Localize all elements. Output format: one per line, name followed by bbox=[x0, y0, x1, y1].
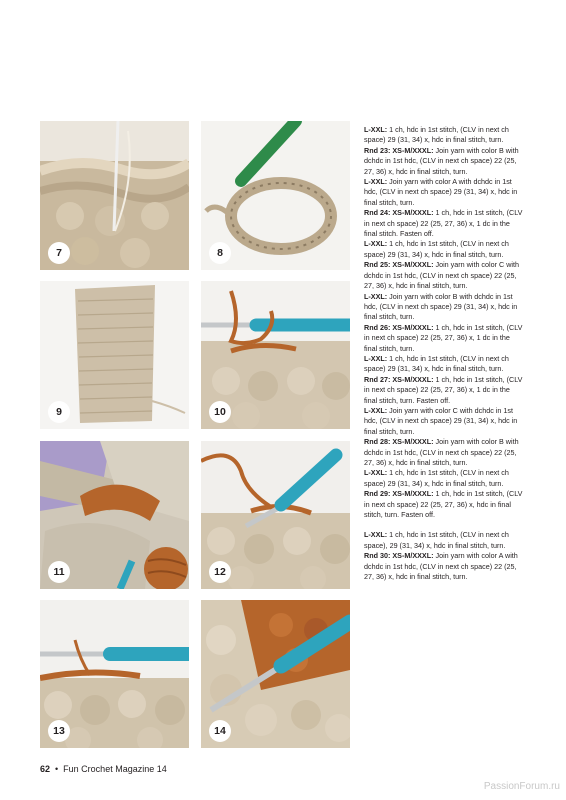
instruction-body: 1 ch, hdc in 1st stitch, (CLV in next ch space) 29 (31, 34) x, hdc in final stitch, turn. bbox=[364, 353, 509, 374]
step-number-badge: 12 bbox=[209, 561, 231, 583]
instruction-lead: L-XXL: bbox=[364, 125, 388, 134]
instruction-paragraph bbox=[364, 437, 524, 468]
instruction-lead: Rnd 27: XS-M/XXXL: bbox=[364, 374, 434, 384]
instruction-body: 1 ch, hdc in 1st stitch, (CLV in next ch space), 29 (31, 34) x, hdc in final stitch, turn. bbox=[364, 530, 509, 550]
instruction-paragraph bbox=[364, 260, 524, 291]
instruction-paragraph bbox=[364, 406, 524, 437]
instruction-lead: L-XXL: bbox=[364, 405, 388, 415]
instruction-body: 1 ch, hdc in 1st stitch, (CLV in next ch space) 29 (31, 34) x, hdc in final stitch, turn. bbox=[364, 239, 509, 259]
instruction-paragraph bbox=[364, 125, 524, 146]
instruction-body: Join yarn with color A with dchdc in 1st hdc, (CLV in next ch space) 22 (25, 27, 36) x, hdc in final stitch, turn. bbox=[364, 551, 518, 582]
instruction-paragraph bbox=[364, 354, 524, 375]
footer-bullet: • bbox=[55, 764, 59, 774]
instruction-paragraph bbox=[364, 551, 524, 582]
photo-step-7 bbox=[40, 121, 189, 270]
magazine-title: Fun Crochet Magazine 14 bbox=[63, 764, 167, 774]
photo-step-10 bbox=[201, 281, 350, 429]
instruction-lead: Rnd 24: XS-M/XXXL: bbox=[364, 208, 434, 218]
instruction-body: Join yarn with color B with dchdc in 1st hdc, (CLV in next ch space) 29 (31, 34) x, hdc in final stitch, turn. bbox=[364, 291, 518, 322]
instruction-body: 1 ch, hdc in 1st stitch, (CLV in next ch space) 22 (25, 27, 36) x, 1 dc in the final stitch. Fasten off. bbox=[364, 208, 523, 239]
photo-step-12 bbox=[201, 441, 350, 589]
instruction-body: 1 ch, hdc in 1st stitch, (CLV in next ch space) 22 (25, 27, 36) x, 1 dc in the final stitch, turn. bbox=[364, 322, 523, 353]
instruction-paragraph bbox=[364, 468, 524, 489]
instruction-lead: Rnd 29: XS-M/XXXL: bbox=[364, 489, 434, 499]
instruction-body: Join yarn with color C with dchdc in 1st hdc, (CLV in next ch space) 29 (31, 34) x, hdc in final stitch, turn. bbox=[364, 405, 518, 436]
step-number-badge: 7 bbox=[48, 242, 70, 264]
instruction-lead: L-XXL: bbox=[364, 177, 388, 187]
instruction-lead: Rnd 28: XS-M/XXXL: bbox=[364, 437, 434, 447]
photo-step-14 bbox=[201, 600, 350, 748]
instruction-body: 1 ch, hdc in 1st stitch, (CLV in next ch space) 29 (31, 34) x, hdc in final stitch, turn. bbox=[364, 468, 509, 488]
instruction-lead: L-XXL: bbox=[364, 530, 388, 540]
instruction-body: Join yarn with color B with dchdc in 1st hdc, (CLV in next ch space) 22 (25, 27, 36) x, hdc in final stitch, turn. bbox=[364, 437, 519, 467]
watermark: PassionForum.ru bbox=[483, 781, 560, 792]
pattern-instructions bbox=[364, 125, 524, 582]
step-number-badge: 14 bbox=[209, 720, 231, 742]
photo-step-13 bbox=[40, 600, 189, 748]
instruction-lead: L-XXL: bbox=[364, 468, 388, 478]
instruction-paragraph bbox=[364, 239, 524, 260]
instruction-lead: Rnd 23: XS-M/XXXL: bbox=[364, 145, 434, 155]
instruction-paragraph bbox=[364, 375, 524, 406]
page-footer bbox=[40, 764, 167, 774]
photo-step-8 bbox=[201, 121, 350, 270]
instruction-lead: Rnd 30: XS-M/XXXL: bbox=[364, 551, 434, 561]
instruction-lead: L-XXL: bbox=[364, 353, 388, 363]
instruction-paragraph bbox=[364, 146, 524, 177]
instruction-body: Join yarn with color B with dchdc in 1st hdc, (CLV in next ch space) 22 (25, 27, 36) x, hdc in final stitch, turn. bbox=[364, 145, 519, 176]
page-number: 62 bbox=[40, 764, 51, 774]
photo-step-9 bbox=[40, 281, 189, 429]
instruction-lead: L-XXL: bbox=[364, 239, 388, 249]
instruction-body: Join yarn with color C with dchdc in 1st hdc, (CLV in next ch space) 22 (25, 27, 36) x, hdc in final stitch, turn. bbox=[364, 260, 519, 291]
instruction-body: 1 ch, hdc in 1st stitch, (CLV in next ch space) 22 (25, 27, 36) x, 1 dc in the final stitch, turn. Fasten off. bbox=[364, 374, 523, 405]
step-number-badge: 10 bbox=[209, 401, 231, 423]
instruction-paragraph bbox=[364, 530, 524, 551]
step-number-badge: 13 bbox=[48, 720, 70, 742]
instruction-paragraph bbox=[364, 489, 524, 520]
instruction-lead: Rnd 25: XS-M/XXXL: bbox=[364, 260, 434, 270]
photo-step-11 bbox=[40, 441, 189, 589]
instruction-body: Join yarn with color A with dchdc in 1st hdc, (CLV in next ch space) 29 (31, 34) x, hdc in final stitch, turn. bbox=[364, 177, 518, 207]
instruction-paragraph bbox=[364, 177, 524, 208]
instruction-paragraph bbox=[364, 323, 524, 354]
instruction-paragraph bbox=[364, 292, 524, 323]
step-number-badge: 11 bbox=[48, 561, 70, 583]
instruction-lead: Rnd 26: XS-M/XXXL: bbox=[364, 322, 434, 332]
instruction-body: 1 ch, hdc in 1st stitch, (CLV in next ch space) 22 (25, 27, 36) x, hdc in final stitch, turn. Fasten off. bbox=[364, 489, 523, 520]
step-number-badge: 8 bbox=[209, 242, 231, 264]
instruction-lead: L-XXL: bbox=[364, 291, 388, 301]
instruction-paragraph bbox=[364, 208, 524, 239]
instruction-body: 1 ch, hdc in 1st stitch, (CLV in next ch space) 29 (31, 34) x, hdc in final stitch, turn. bbox=[364, 125, 509, 145]
step-number-badge: 9 bbox=[48, 401, 70, 423]
